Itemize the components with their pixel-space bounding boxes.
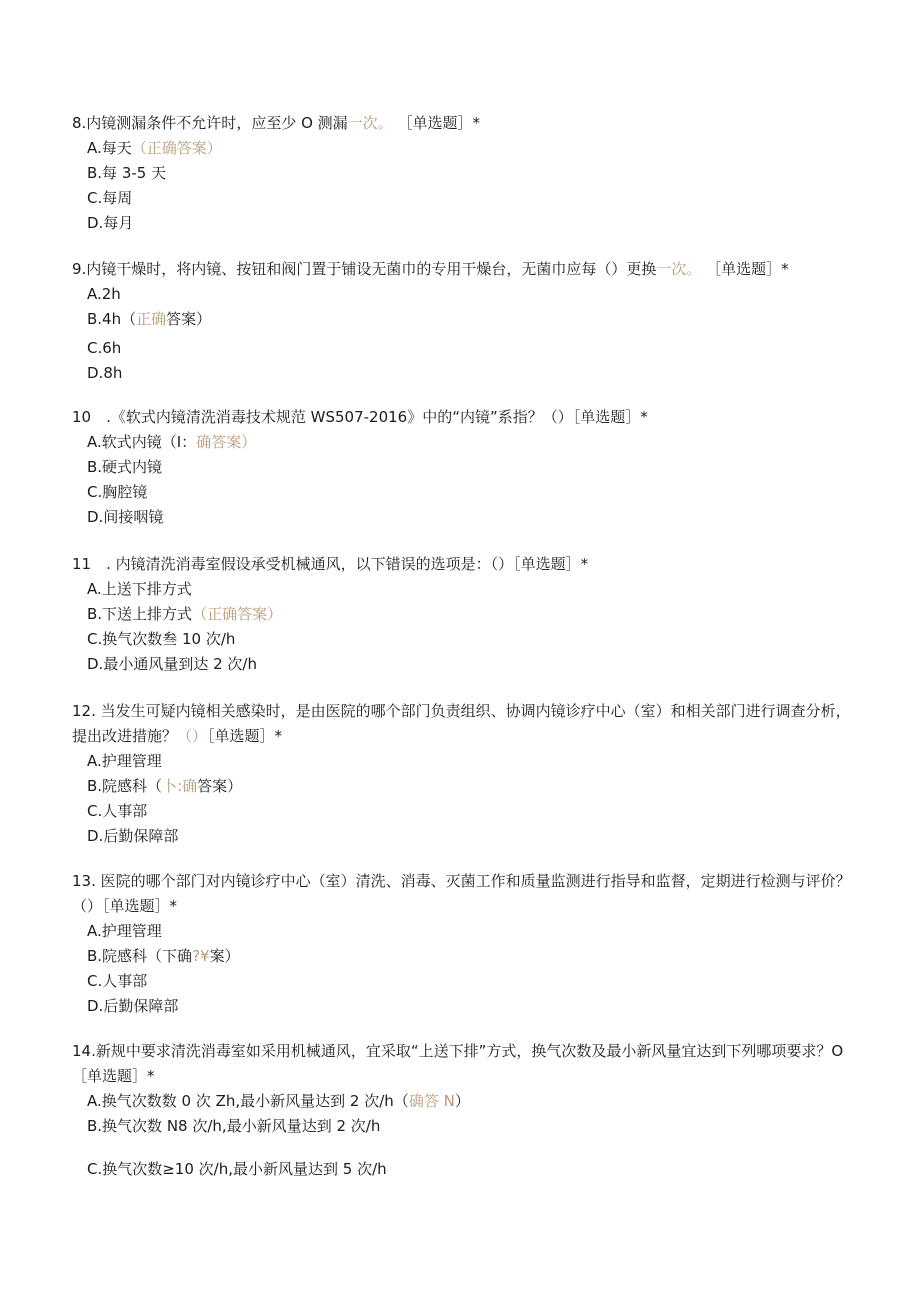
option-c: C.胸腔镜 xyxy=(87,483,148,501)
option-b: B.换气次数 N8 次/h,最小新风量达到 2 次/h xyxy=(87,1117,381,1135)
option-d: D.间接咽镜 xyxy=(87,508,164,526)
option-b: B.下送上排方式（正确答案） xyxy=(87,605,283,623)
question-13 xyxy=(72,869,852,1019)
question-12 xyxy=(72,699,852,849)
option-a: A.护理管理 xyxy=(87,752,162,770)
option-b: B.院感科（卜:确答案） xyxy=(87,777,243,795)
question-stem: 12. 当发生可疑内镜相关感染时，是由医院的哪个部门负责组织、协调内镜诊疗中心（室）和相关部门进行调查分析，提出改进措施？（）［单选题］* xyxy=(72,702,851,745)
option-b: B.4h（正确答案） xyxy=(87,310,212,328)
option-c: C.人事部 xyxy=(87,802,148,820)
option-b: B.院感科（下确?¥案） xyxy=(87,947,240,965)
question-10 xyxy=(72,405,852,530)
option-c: C.人事部 xyxy=(87,972,148,990)
option-c: C.换气次数≥10 次/h,最小新风量达到 5 次/h xyxy=(87,1160,387,1178)
option-d: D.后勤保障部 xyxy=(87,827,179,845)
option-a: A.软式内镜（I：确答案） xyxy=(87,433,257,451)
question-stem: 13. 医院的哪个部门对内镜诊疗中心（室）清洗、消毒、灭菌工作和质量监测进行指导和监督，定期进行检测与评价？（）［单选题］* xyxy=(72,872,851,915)
question-14 xyxy=(72,1039,852,1182)
option-a: A.护理管理 xyxy=(87,922,162,940)
question-stem: 10 .《软式内镜清洗消毒技术规范 WS507-2016》中的“内镜”系指？（）［单选题］* xyxy=(72,408,648,426)
option-d: D.后勤保障部 xyxy=(87,997,179,1015)
option-a: A.每天（正确答案） xyxy=(87,139,222,157)
option-a: A.2h xyxy=(87,285,121,303)
question-8 xyxy=(72,111,852,236)
question-stem: 8.内镜测漏条件不允许时，应至少 O 测漏一次。 ［单选题］* xyxy=(72,114,480,132)
question-11 xyxy=(72,552,852,677)
option-b: B.硬式内镜 xyxy=(87,458,163,476)
option-a: A.换气次数数 0 次 Zh,最小新风量达到 2 次/h（确答 N） xyxy=(87,1092,470,1110)
question-stem: 14.新规中要求清洗消毒室如采用机械通风，宜采取“上送下排”方式，换气次数及最小新风量宜达到下列哪项要求？O［单选题］* xyxy=(72,1042,844,1085)
option-c: C.6h xyxy=(87,339,122,357)
option-d: D.8h xyxy=(87,364,123,382)
option-a: A.上送下排方式 xyxy=(87,580,192,598)
option-c: C.换气次数叁 10 次/h xyxy=(87,630,236,648)
question-stem: 11 . 内镜清洗消毒室假设承受机械通风，以下错误的选项是：（）［单选题］* xyxy=(72,555,589,573)
option-b: B.每 3-5 天 xyxy=(87,164,167,182)
question-9 xyxy=(72,257,852,386)
option-c: C.每周 xyxy=(87,189,133,207)
option-d: D.最小通风量到达 2 次/h xyxy=(87,655,257,673)
question-stem: 9.内镜干燥时，将内镜、按钮和阀门置于铺设无菌巾的专用干燥台，无菌巾应每（）更换一次。 ［单选题］* xyxy=(72,260,789,278)
option-d: D.每月 xyxy=(87,214,134,232)
